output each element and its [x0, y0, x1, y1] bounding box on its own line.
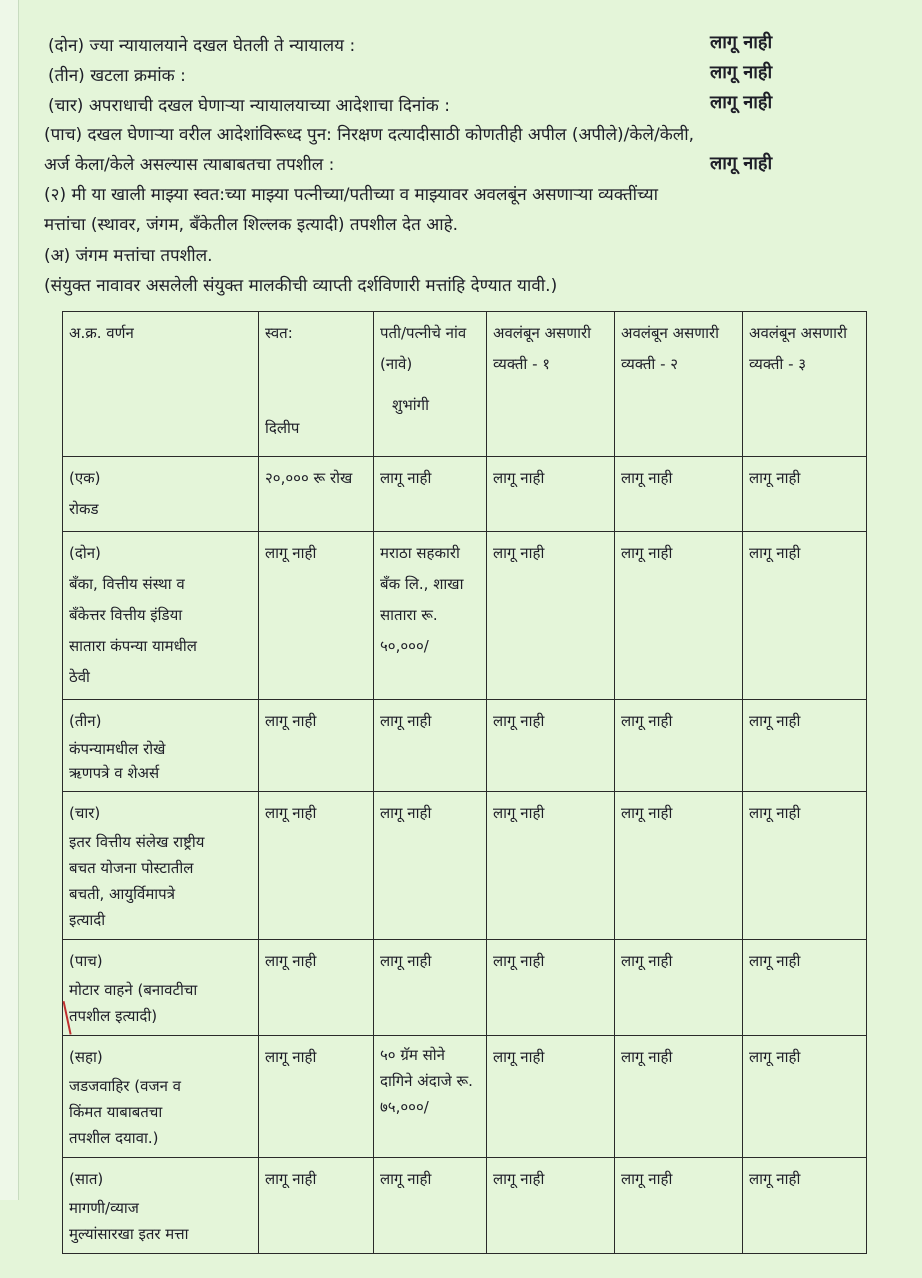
cell-spouse: लागू नाही [374, 700, 487, 792]
intro-line-5: अर्ज केला/केले असल्यास त्याबाबतचा तपशील : [44, 155, 335, 175]
table-row [63, 532, 867, 700]
header-spouse-name: शुभांगी [392, 396, 429, 414]
row-number: (दोन) [69, 544, 101, 562]
cell-self: लागू नाही [259, 940, 374, 1036]
cell-dependent-1: लागू नाही [487, 532, 615, 700]
cell-dependent-2: लागू नाही [615, 532, 743, 700]
intro-line-1: (दोन) ज्या न्यायालयाने दखल घेतली ते न्यायालय : [48, 36, 356, 56]
cell-dependent-3: लागू नाही [743, 457, 867, 532]
row-description: जडजवाहिर (वजन व किंमत याबाबतचा तपशील दयावा.) [69, 1077, 182, 1147]
cell-spouse: लागू नाही [374, 1158, 487, 1254]
intro-line-8: (अ) जंगम मत्तांचा तपशील. [44, 246, 213, 266]
row-description: रोकड [69, 500, 99, 518]
cell-self: लागू नाही [259, 700, 374, 792]
cell-self: लागू नाही [259, 1036, 374, 1158]
header-self-cell [259, 312, 374, 457]
cell-self: लागू नाही [259, 532, 374, 700]
header-spouse: पती/पत्नीचे नांव (नावे) [380, 324, 467, 373]
cell-dependent-2: लागू नाही [615, 1158, 743, 1254]
cell-dependent-1: लागू नाही [487, 792, 615, 940]
table-row [63, 700, 867, 792]
row-number: (तीन) [69, 712, 102, 730]
intro-line-7: मत्तांचा (स्थावर, जंगम, बँकेतील शिल्लक इत्यादी) तपशील देत आहे. [44, 215, 459, 235]
intro-line-3: (चार) अपराधाची दखल घेणाऱ्या न्यायालयाच्या आदेशाचा दिनांक : [48, 96, 450, 116]
row-number: (चार) [69, 804, 101, 822]
cell-spouse: लागू नाही [374, 457, 487, 532]
intro-line-2: (तीन) खटला क्रमांक : [48, 66, 186, 86]
row-description: बँका, वित्तीय संस्था व बँकेत्तर वित्तीय इंडिया सातारा कंपन्या यामधील ठेवी [69, 575, 197, 686]
header-dependent-1: अवलंबून असणारी व्यक्ती - १ [487, 312, 615, 457]
cell-spouse: ५० ग्रॅम सोने दागिने अंदाजे रू. ७५,०००/ [374, 1036, 487, 1158]
header-dependent-2: अवलंबून असणारी व्यक्ती - २ [615, 312, 743, 457]
cell-self: लागू नाही [259, 1158, 374, 1254]
cell-dependent-3: लागू नाही [743, 1158, 867, 1254]
intro-line-4: (पाच) दखल घेणाऱ्या वरील आदेशांविरूध्द पुन: निरक्षण दत्यादीसाठी कोणतीही अपील (अपीले)/केले/केली, [44, 125, 695, 145]
cell-spouse: मराठा सहकारी बँक लि., शाखा सातारा रू. ५०,०००/ [374, 532, 487, 700]
cell-spouse: लागू नाही [374, 792, 487, 940]
cell-dependent-3: लागू नाही [743, 940, 867, 1036]
answer-court: लागू नाही [710, 32, 773, 53]
page-edge [0, 0, 19, 1200]
cell-dependent-1: लागू नाही [487, 700, 615, 792]
table-row [63, 940, 867, 1036]
answer-appeal-details: लागू नाही [710, 153, 773, 174]
intro-line-6: (२) मी या खाली माझ्या स्वत:च्या माझ्या पत्नीच्या/पतीच्या व माझ्यावर अवलबूंन असणाऱ्या व्यक्तींच्या [44, 185, 659, 205]
cell-dependent-3: लागू नाही [743, 1036, 867, 1158]
row-description: कंपन्यामधील रोखे ऋणपत्रे व शेअर्स [69, 740, 166, 782]
movable-assets-table [62, 311, 867, 1254]
header-self: स्वत: [265, 324, 293, 342]
cell-dependent-1: लागू नाही [487, 940, 615, 1036]
cell-dependent-2: लागू नाही [615, 457, 743, 532]
table-row [63, 1036, 867, 1158]
header-srno-desc: अ.क्र. वर्णन [63, 312, 259, 457]
cell-self: लागू नाही [259, 792, 374, 940]
answer-order-date: लागू नाही [710, 92, 773, 113]
header-self-name: दिलीप [265, 419, 300, 437]
cell-dependent-2: लागू नाही [615, 792, 743, 940]
row-description: मागणी/व्याज मुल्यांसारखा इतर मत्ता [69, 1199, 189, 1243]
cell-dependent-1: लागू नाही [487, 1036, 615, 1158]
cell-dependent-1: लागू नाही [487, 1158, 615, 1254]
table-row [63, 1158, 867, 1254]
row-description: इतर वित्तीय संलेख राष्ट्रीय बचत योजना पोस्टातील बचती, आयुर्विमापत्रे इत्यादी [69, 833, 205, 929]
row-number: (पाच) [69, 952, 103, 970]
table-row [63, 457, 867, 532]
answer-case-number: लागू नाही [710, 62, 773, 83]
header-dependent-3: अवलंबून असणारी व्यक्ती - ३ [743, 312, 867, 457]
table-row [63, 792, 867, 940]
row-number: (सहा) [69, 1048, 103, 1066]
cell-self: २०,००० रू रोख [259, 457, 374, 532]
table-header-row [63, 312, 867, 457]
row-number: (एक) [69, 469, 101, 487]
cell-dependent-2: लागू नाही [615, 700, 743, 792]
intro-line-9: (संयुक्त नावावर असलेली संयुक्त मालकीची व्याप्ती दर्शविणारी मत्तांहि देण्यात यावी.) [44, 276, 558, 296]
header-spouse-cell [374, 312, 487, 457]
cell-dependent-2: लागू नाही [615, 1036, 743, 1158]
cell-dependent-3: लागू नाही [743, 792, 867, 940]
cell-dependent-3: लागू नाही [743, 700, 867, 792]
cell-dependent-3: लागू नाही [743, 532, 867, 700]
cell-dependent-2: लागू नाही [615, 940, 743, 1036]
row-description: मोटार वाहने (बनावटीचा तपशील इत्यादी) [69, 981, 198, 1025]
cell-dependent-1: लागू नाही [487, 457, 615, 532]
row-number: (सात) [69, 1170, 104, 1188]
cell-spouse: लागू नाही [374, 940, 487, 1036]
